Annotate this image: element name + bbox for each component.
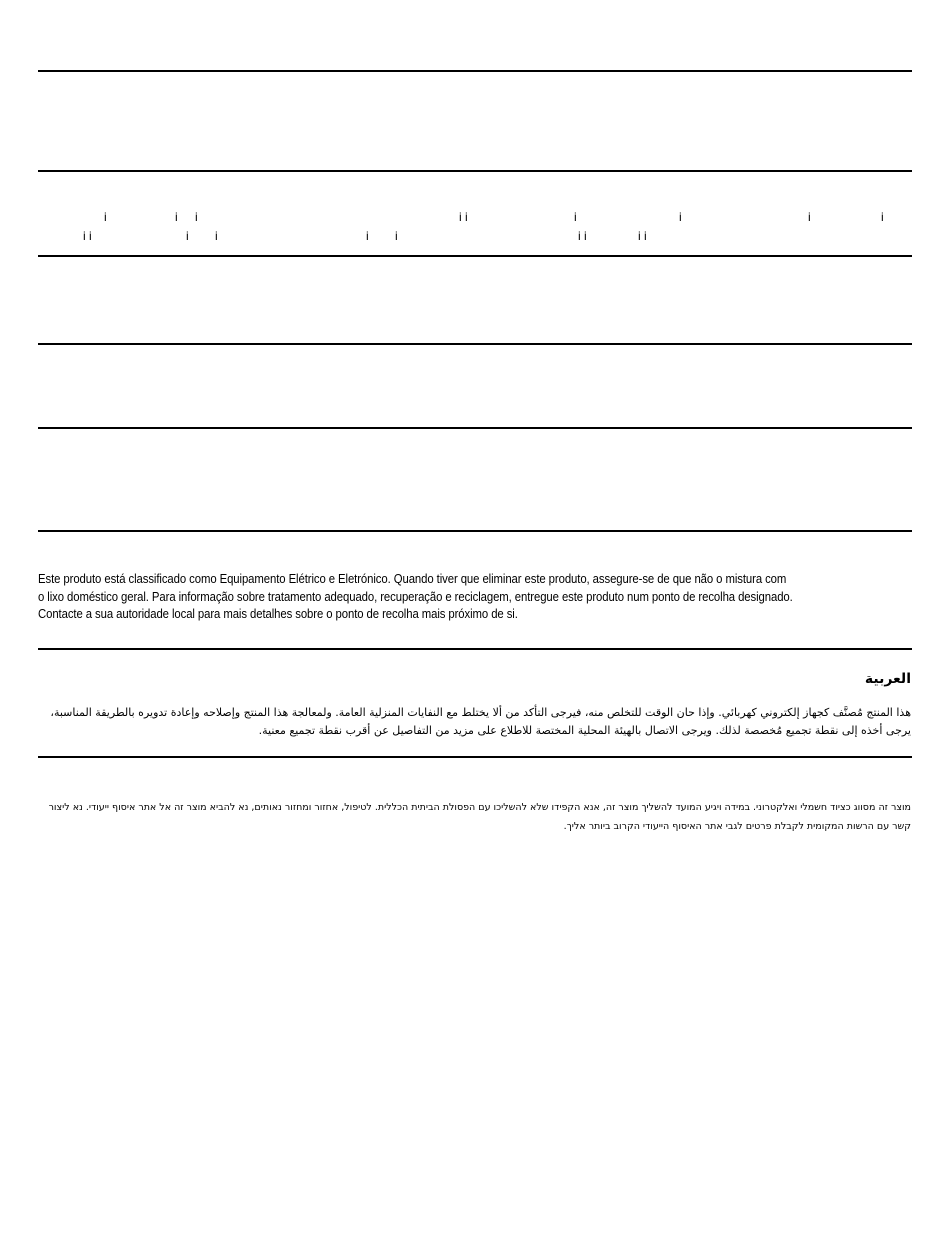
glyph-fragment: i [215,229,218,243]
glyph-fragment: i [881,210,884,224]
glyph-fragment-row-1 [0,210,950,224]
glyph-fragment: i i [459,210,468,224]
divider-5 [38,427,912,429]
glyph-fragment: i [395,229,398,243]
divider-3 [38,255,912,257]
glyph-fragment: i [366,229,369,243]
divider-1 [38,70,912,72]
glyph-fragment-row-2 [0,229,950,243]
divider-2 [38,170,912,172]
divider-6 [38,530,912,532]
glyph-fragment: i [808,210,811,224]
glyph-fragment: i i [578,229,587,243]
divider-8 [38,756,912,758]
glyph-fragment: i i [638,229,647,243]
arabic-section-heading: العربية [864,671,911,687]
divider-4 [38,343,912,345]
hebrew-weee-notice: מוצר זה מסווג כציוד חשמלי ואלקטרוני. במידה ויגיע המועד להשליך מוצר זה, אנא הקפידו שלא להשליכו עם הפסולת הביתית הכללית. לטיפול, אחזור ומחזור נאותים, נא להביא מוצר זה אל אתר איסוף ייעודי. נא ליצור קשר עם הרשות המקומית לקבלת פרטים לגבי אתר האיסוף הייעודי הקרוב ביותר אליך. [48,802,911,832]
glyph-fragment: i [679,210,682,224]
glyph-fragment: i [175,210,178,224]
glyph-fragment: i [104,210,107,224]
portuguese-weee-notice: Este produto está classificado como Equipamento Elétrico e Eletrónico. Quando tiver que eliminar este produto, assegure-se de que não o mistura com o lixo doméstico geral. Para informação sobre tratamento adequado, recuperação e reciclagem, entregue este produto num ponto de recolha designado. Contacte a sua autoridade local para mais detalhes sobre o ponto de recolha mais próximo de si. [38,571,793,621]
glyph-fragment: i [186,229,189,243]
divider-7 [38,648,912,650]
arabic-weee-notice: هذا المنتج مُصنَّف كجهاز إلكتروني كهربائي. وإذا حان الوقت للتخلص منه، فيرجى التأكد من ألا يختلط مع النفايات المنزلية العامة. ولمعالجة هذا المنتج وإصلاحه وإعادة تدويره بالطريقة المناسبة، يرجى أخذه إلى نقطة تجميع مُخصصة لذلك. ويرجى الاتصال بالهيئة المحلية المختصة للاطلاع على مزيد من التفاصيل عن أقرب نقطة تجميع معنية. [50,706,911,737]
glyph-fragment: i [574,210,577,224]
glyph-fragment: i [195,210,198,224]
glyph-fragment: i i [83,229,92,243]
